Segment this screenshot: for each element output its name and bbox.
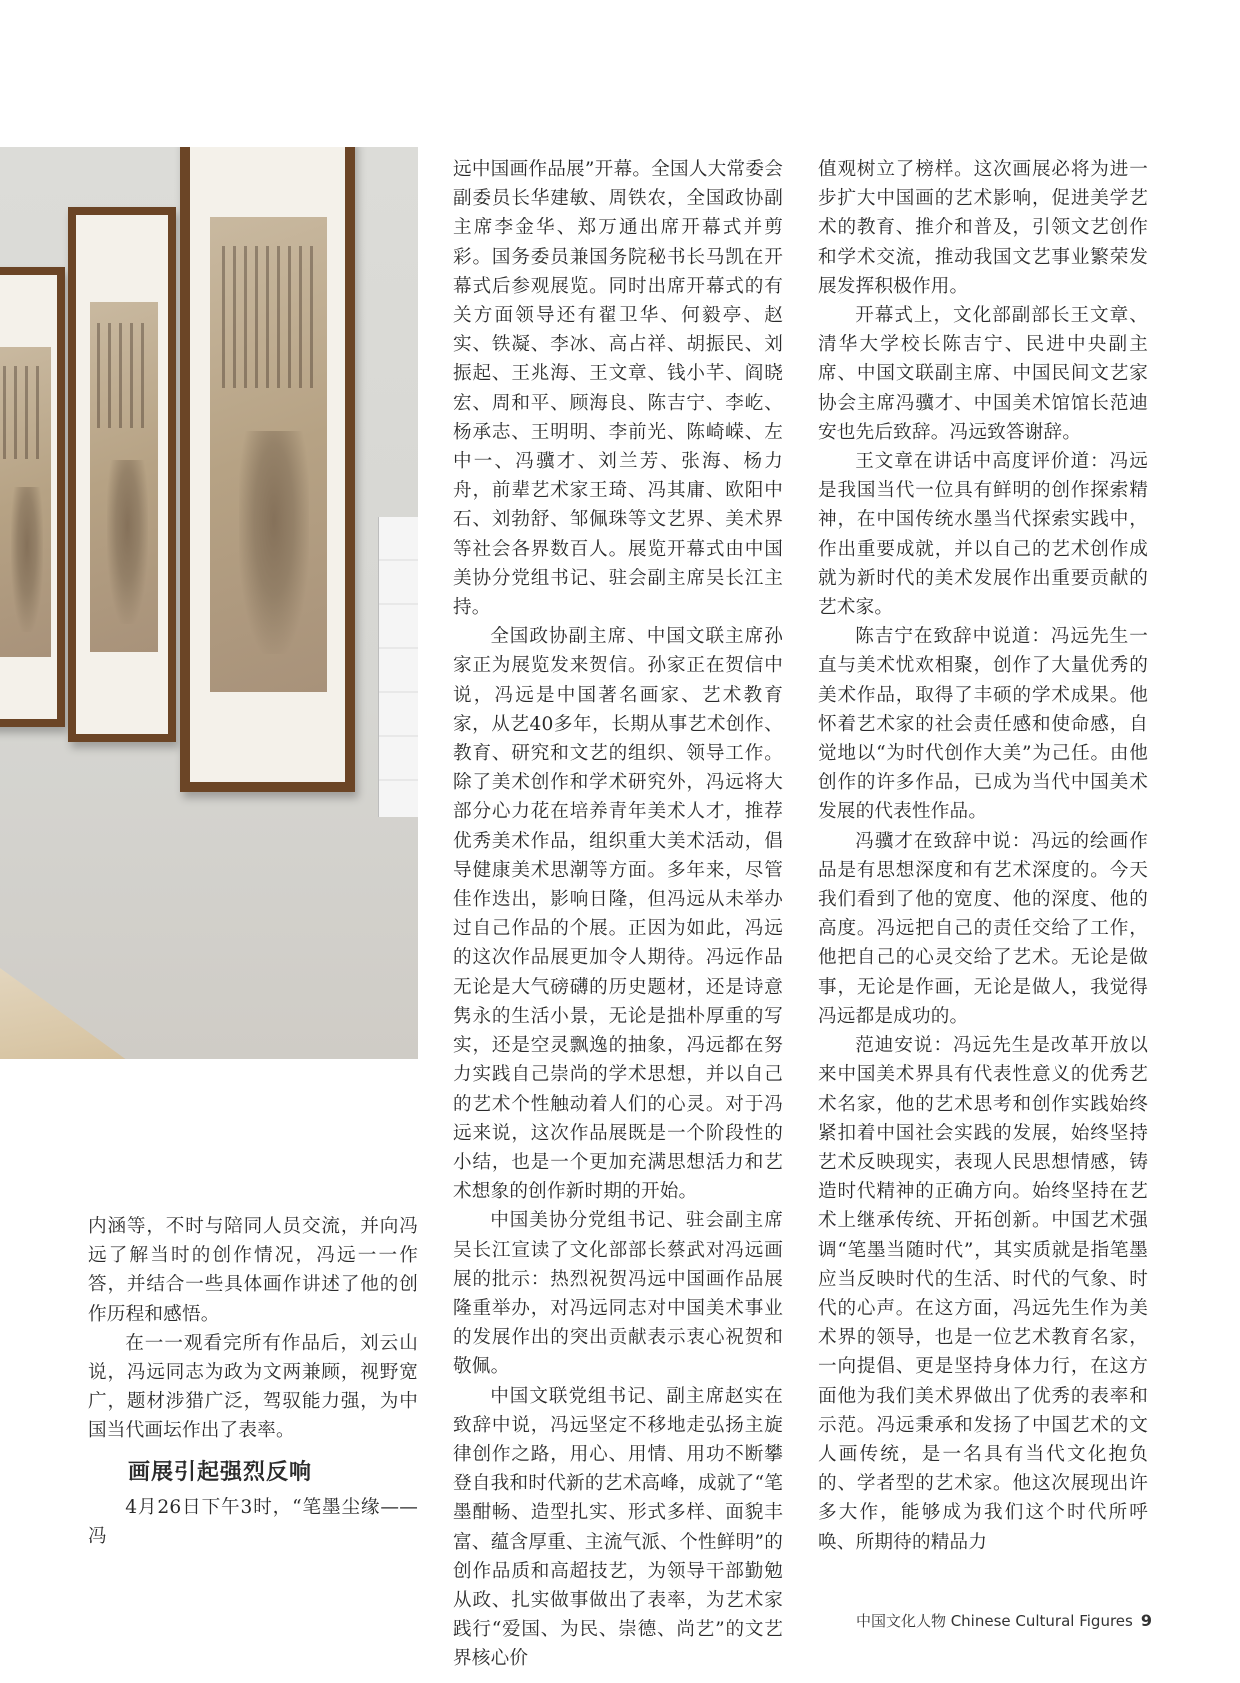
painting-frame-4 xyxy=(0,267,65,727)
section-heading: 画展引起强烈反响 xyxy=(128,1459,313,1485)
paragraph: 王文章在讲话中高度评价道：冯远是我国当代一位具有鲜明的创作探索精神，在中国传统水墨当代探索实践中，作出重要成就，并以自己的艺术创作成就为新时代的美术发展作出重要贡献的艺术家。 xyxy=(818,451,1148,619)
column-middle xyxy=(453,155,783,1674)
column-right xyxy=(818,155,1148,1557)
painting-frame-2 xyxy=(180,147,355,792)
magazine-name: 中国文化人物 Chinese Cultural Figures xyxy=(855,1612,1133,1630)
paragraph: 冯骥才在致辞中说：冯远的绘画作品是有思想深度和有艺术深度的。今天我们看到了他的宽度、他的深度、他的高度。冯远把自己的责任交给了工作，他把自己的心灵交给了艺术。无论是做事，无论是作画，无论是做人，我觉得冯远都是成功的。 xyxy=(818,830,1148,1027)
paragraph: 值观树立了榜样。这次画展必将为进一步扩大中国画的艺术影响，促进美学艺术的教育、推介和普及，引领文艺创作和学术交流，推动我国文艺事业繁荣发展发挥积极作用。 xyxy=(818,159,1148,297)
paragraph: 中国文联党组书记、副主席赵实在致辞中说，冯远坚定不移地走弘扬主旋律创作之路，用心、用情、用功不断攀登自我和时代新的艺术高峰，成就了“笔墨酣畅、造型扎实、形式多样、面貌丰富、蕴含厚重、主流气派、个性鲜明”的创作品质和高超技艺，为领导干部勤勉从政、扎实做事做出了表率，为艺术家践行“爱国、为民、崇德、尚艺”的文艺界核心价 xyxy=(453,1385,783,1670)
exhibition-photo xyxy=(0,147,418,1059)
page-footer xyxy=(856,1610,1152,1631)
paragraph: 陈吉宁在致辞中说道：冯远先生一直与美术忧欢相聚，创作了大量优秀的美术作品，取得了丰硕的学术成果。他怀着艺术家的社会责任感和使命感，自觉地以“为时代创作大美”为己任。由他创作的许多作品，已成为当代中国美术发展的代表性作品。 xyxy=(818,626,1148,823)
paragraph: 开幕式上，文化部副部长王文章、清华大学校长陈吉宁、民进中央副主席、中国文联副主席、中国民间文艺家协会主席冯骥才、中国美术馆馆长范迪安也先后致辞。冯远致答谢辞。 xyxy=(818,305,1148,443)
wall-labels xyxy=(378,517,418,817)
paragraph: 全国政协副主席、中国文联主席孙家正为展览发来贺信。孙家正在贺信中说，冯远是中国著名画家、艺术教育家，从艺40多年，长期从事艺术创作、教育、研究和文艺的组织、领导工作。除了美术创作和学术研究外，冯远将大部分心力花在培养青年美术人才，推荐优秀美术作品，组织重大美术活动，倡导健康美术思潮等方面。多年来，尽管佳作迭出，影响日隆，但冯远从未举办过自己作品的个展。正因为如此，冯远的这次作品展更加令人期待。冯远作品无论是大气磅礴的历史题材，还是诗意隽永的生活小景，无论是拙朴厚重的写实，还是空灵飘逸的抽象，冯远都在努力实践自己崇尚的学术思想，并以自己的艺术个性触动着人们的心灵。对于冯远来说，这次作品展既是一个阶段性的小结，也是一个更加充满思想活力和艺术想象的创作新时期的开始。 xyxy=(453,626,783,1203)
paragraph: 在一一观看完所有作品后，刘云山说，冯远同志为政为文两兼顾，视野宽广，题材涉猎广泛，驾驭能力强，为中国当代画坛作出了表率。 xyxy=(88,1332,418,1442)
paragraph: 范迪安说：冯远先生是改革开放以来中国美术界具有代表性意义的优秀艺术名家，他的艺术思考和创作实践始终紧扣着中国社会实践的发展，始终坚持艺术反映现实，表现人民思想情感，铸造时代精神的正确方向。始终坚持在艺术上继承传统、开拓创新。中国艺术强调“笔墨当随时代”，其实质就是指笔墨应当反映时代的生活、时代的气象、时代的心声。在这方面，冯远先生作为美术界的领导，也是一位艺术教育名家，一向提倡、更是坚持身体力行，在这方面他为我们美术界做出了优秀的表率和示范。冯远秉承和发扬了中国艺术的文人画传统，是一名具有当代文化抱负的、学者型的艺术家。他这次展现出许多大作，能够成为我们这个时代所呼唤、所期待的精品力 xyxy=(818,1035,1148,1553)
paragraph: 中国美协分党组书记、驻会副主席吴长江宣读了文化部部长蔡武对冯远画展的批示：热烈祝贺冯远中国画作品展隆重举办，对冯远同志对中国美术事业的发展作出的突出贡献表示衷心祝贺和敬佩。 xyxy=(453,1210,783,1378)
painting-frame-3 xyxy=(68,207,176,742)
paragraph: 4月26日下午3时，“笔墨尘缘——冯 xyxy=(88,1496,418,1548)
paragraph: 内涵等，不时与陪同人员交流，并向冯远了解当时的创作情况，冯远一一作答，并结合一些具体画作讲述了他的创作历程和感悟。 xyxy=(88,1216,418,1325)
gallery-floor xyxy=(0,929,418,1059)
paragraph: 远中国画作品展”开幕。全国人大常委会副委员长华建敏、周铁农，全国政协副主席李金华、郑万通出席开幕式并剪彩。国务委员兼国务院秘书长马凯在开幕式后参观展览。同时出席开幕式的有关方面领导还有翟卫华、何毅亭、赵实、铁凝、李冰、高占祥、胡振民、刘振起、王兆海、王文章、钱小芊、阎晓宏、周和平、顾海良、陈吉宁、李屹、杨承志、王明明、李前光、陈崎嵘、左中一、冯骥才、刘兰芳、张海、杨力舟，前辈艺术家王琦、冯其庸、欧阳中石、刘勃舒、邹佩珠等文艺界、美术界等社会各界数百人。展览开幕式由中国美协分党组书记、驻会副主席吴长江主持。 xyxy=(453,159,783,619)
column-left xyxy=(88,1212,418,1551)
page-number: 9 xyxy=(1140,1611,1152,1630)
